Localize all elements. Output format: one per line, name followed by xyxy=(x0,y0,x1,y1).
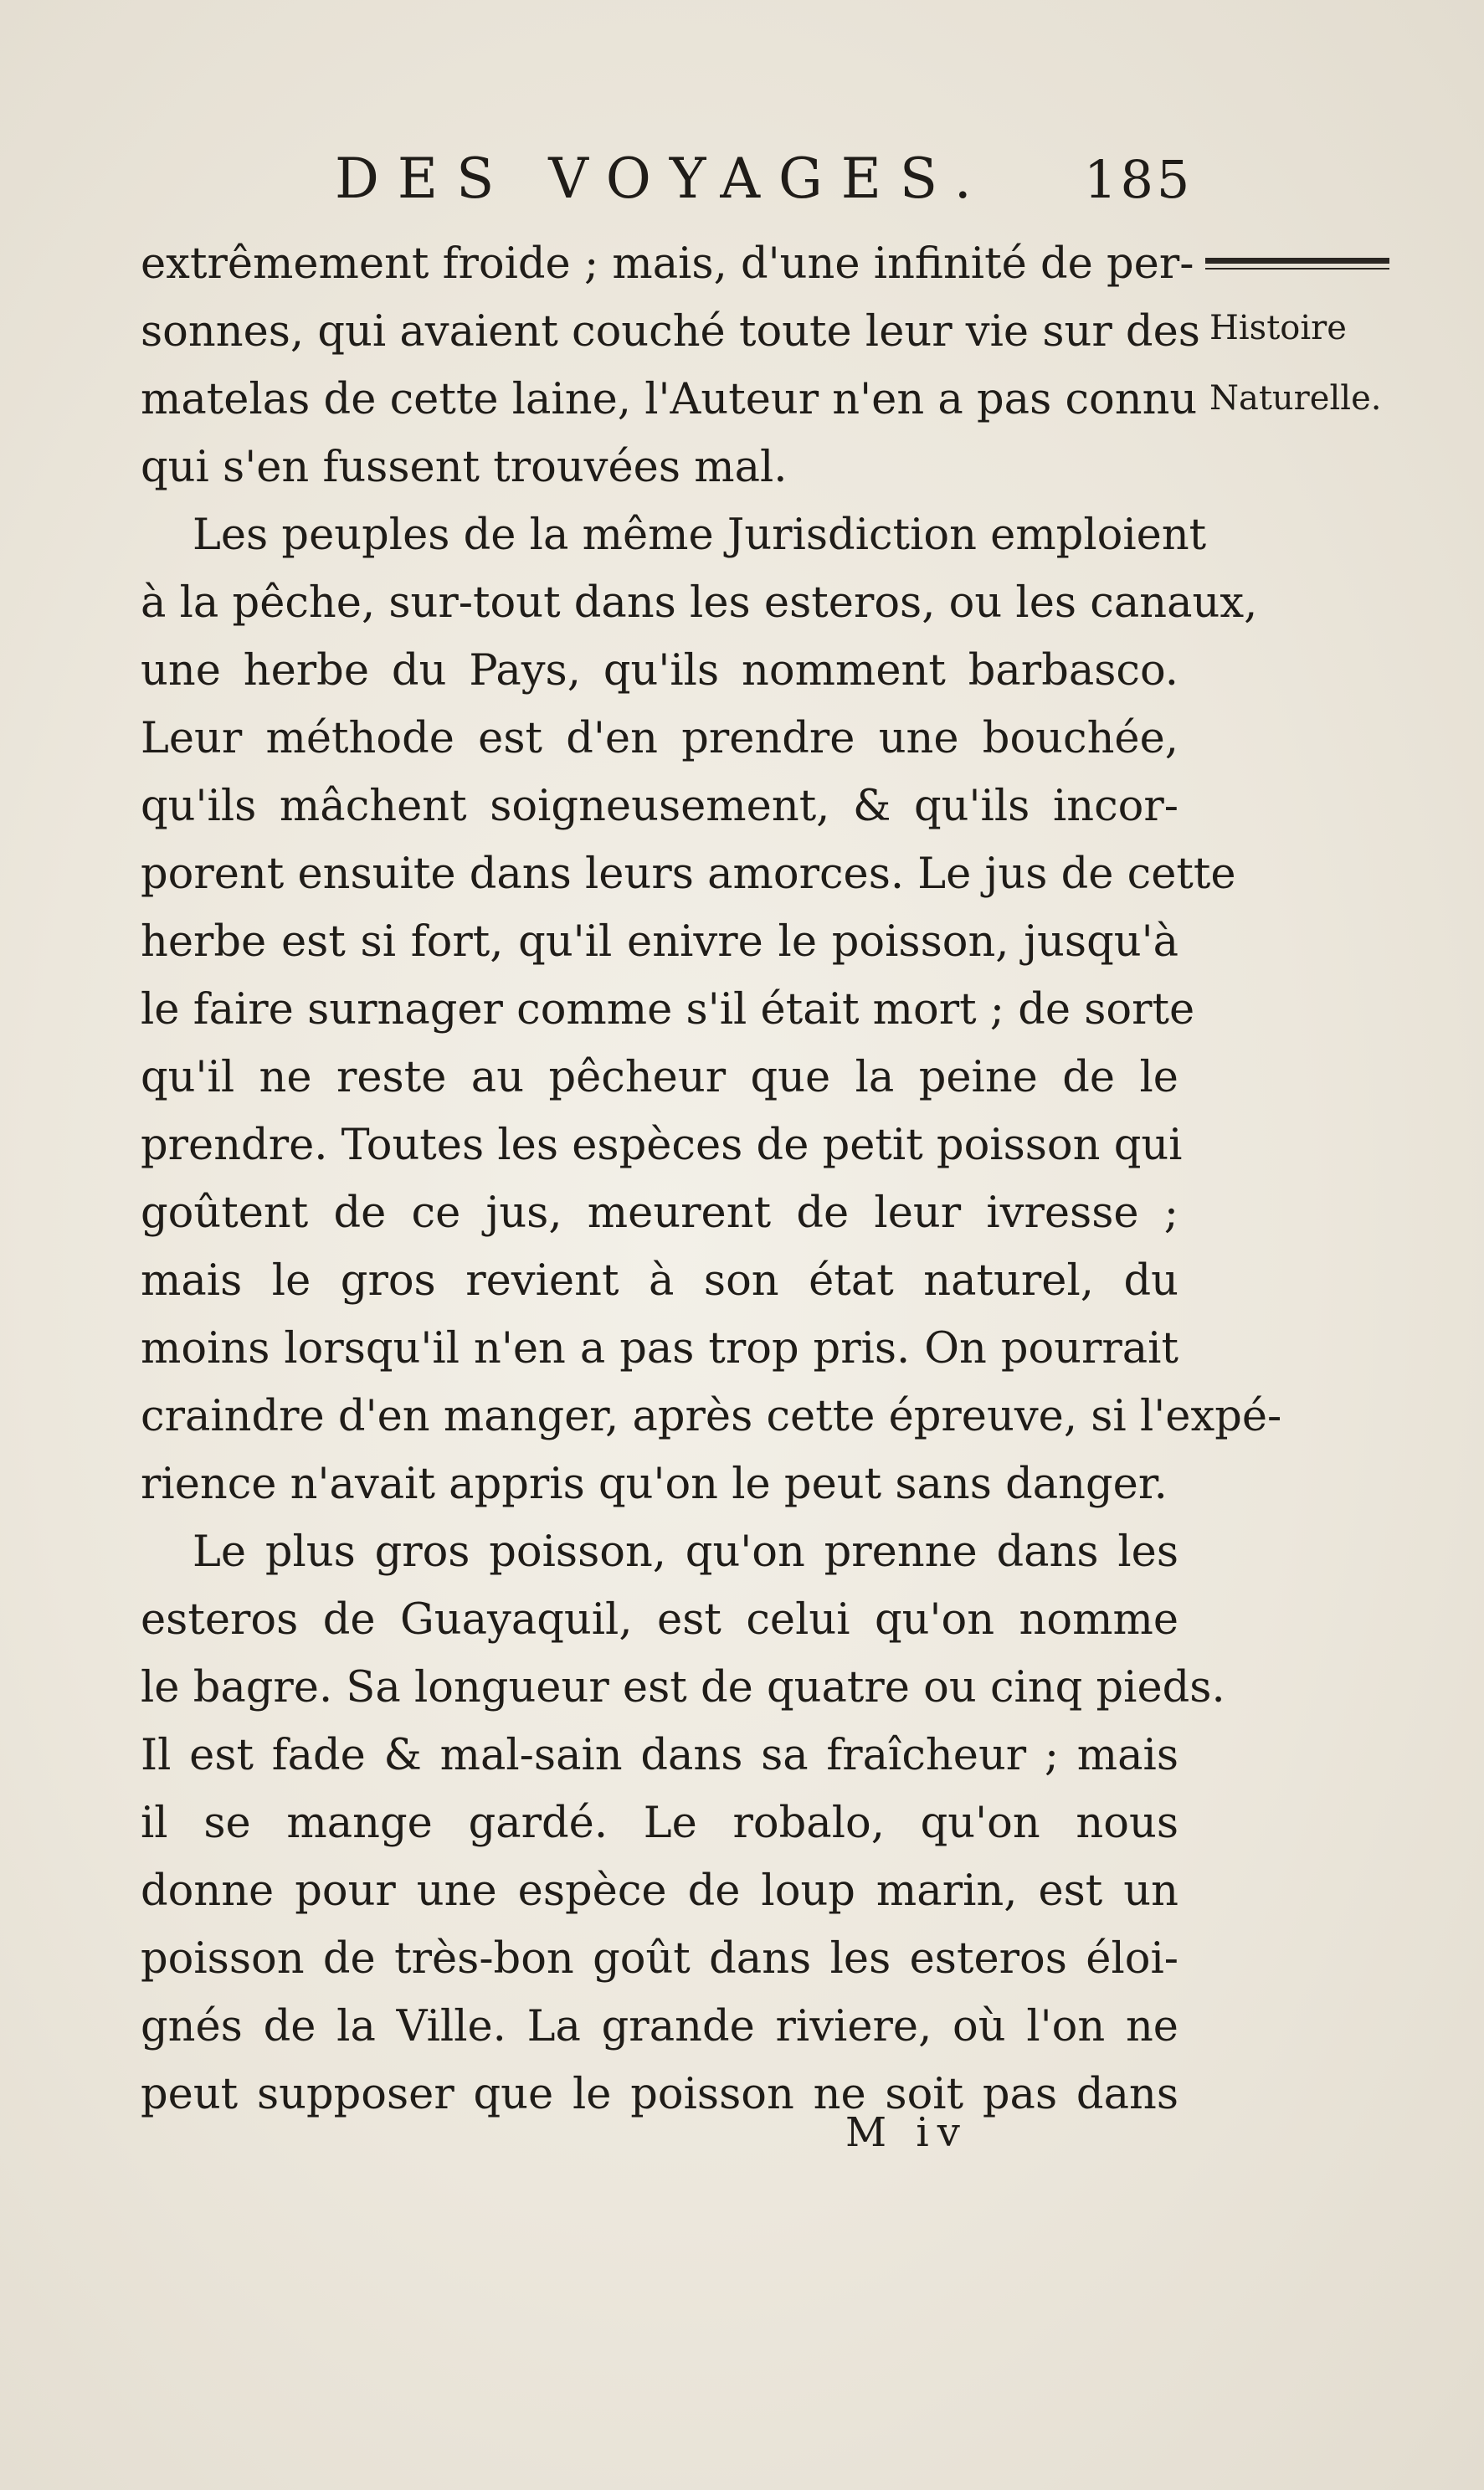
text-line: Les peuples de la même Jurisdiction emploient xyxy=(193,511,1207,560)
text-line: goûtent de ce jus, meurent de leur ivresse ; xyxy=(141,1189,1178,1238)
text-line: qui s'en fussent trouvées mal. xyxy=(141,443,788,492)
text-line: herbe est si fort, qu'il enivre le poisson, jusqu'à xyxy=(141,917,1178,967)
text-line: le bagre. Sa longueur est de quatre ou cinq pieds. xyxy=(141,1663,1225,1712)
text-line: Leur méthode est d'en prendre une bouchée, xyxy=(141,714,1178,763)
text-line: gnés de la Ville. La grande riviere, où l'on ne xyxy=(141,2002,1178,2051)
text-line: à la pêche, sur-tout dans les esteros, ou les canaux, xyxy=(141,578,1258,628)
text-line: esteros de Guayaquil, est celui qu'on nomme xyxy=(141,1595,1178,1645)
text-line: sonnes, qui avaient couché toute leur vie sur des xyxy=(141,307,1200,357)
margin-note-line: Histoire xyxy=(1209,309,1347,347)
text-line: qu'il ne reste au pêcheur que la peine de le xyxy=(141,1053,1178,1102)
text-line: peut supposer que le poisson ne soit pas dans xyxy=(141,2070,1178,2119)
text-line: moins lorsqu'il n'en a pas trop pris. On pourrait xyxy=(141,1324,1178,1373)
text-line: poisson de très-bon goût dans les esteros éloi- xyxy=(141,1934,1178,1984)
text-line: Le plus gros poisson, qu'on prenne dans les xyxy=(193,1527,1178,1577)
text-line: matelas de cette laine, l'Auteur n'en a pas connu xyxy=(141,375,1198,424)
text-line: extrêmement froide ; mais, d'une infinité de per- xyxy=(141,239,1194,289)
margin-rule xyxy=(1205,258,1389,270)
running-title: DES VOYAGES. xyxy=(335,146,990,211)
text-line: craindre d'en manger, après cette épreuve, si l'expé- xyxy=(141,1392,1282,1441)
text-line: mais le gros revient à son état naturel, du xyxy=(141,1256,1178,1306)
text-line: prendre. Toutes les espèces de petit poisson qui xyxy=(141,1121,1183,1170)
text-line: porent ensuite dans leurs amorces. Le jus de cette xyxy=(141,850,1236,899)
text-line: le faire surnager comme s'il était mort ; de sorte xyxy=(141,985,1195,1035)
margin-note xyxy=(1209,293,1381,434)
text-line: rience n'avait appris qu'on le peut sans danger. xyxy=(141,1460,1168,1509)
text-line: Il est fade & mal-sain dans sa fraîcheur ; mais xyxy=(141,1731,1178,1780)
page-number: 185 xyxy=(1084,149,1194,210)
text-line: une herbe du Pays, qu'ils nomment barbasco. xyxy=(141,646,1178,696)
margin-note-line: Naturelle. xyxy=(1209,379,1382,418)
text-line: donne pour une espèce de loup marin, est un xyxy=(141,1866,1178,1916)
signature-mark: M iv xyxy=(845,2109,968,2156)
text-line: il se mange gardé. Le robalo, qu'on nous xyxy=(141,1799,1178,1848)
text-line: qu'ils mâchent soigneusement, & qu'ils incor- xyxy=(141,782,1178,831)
